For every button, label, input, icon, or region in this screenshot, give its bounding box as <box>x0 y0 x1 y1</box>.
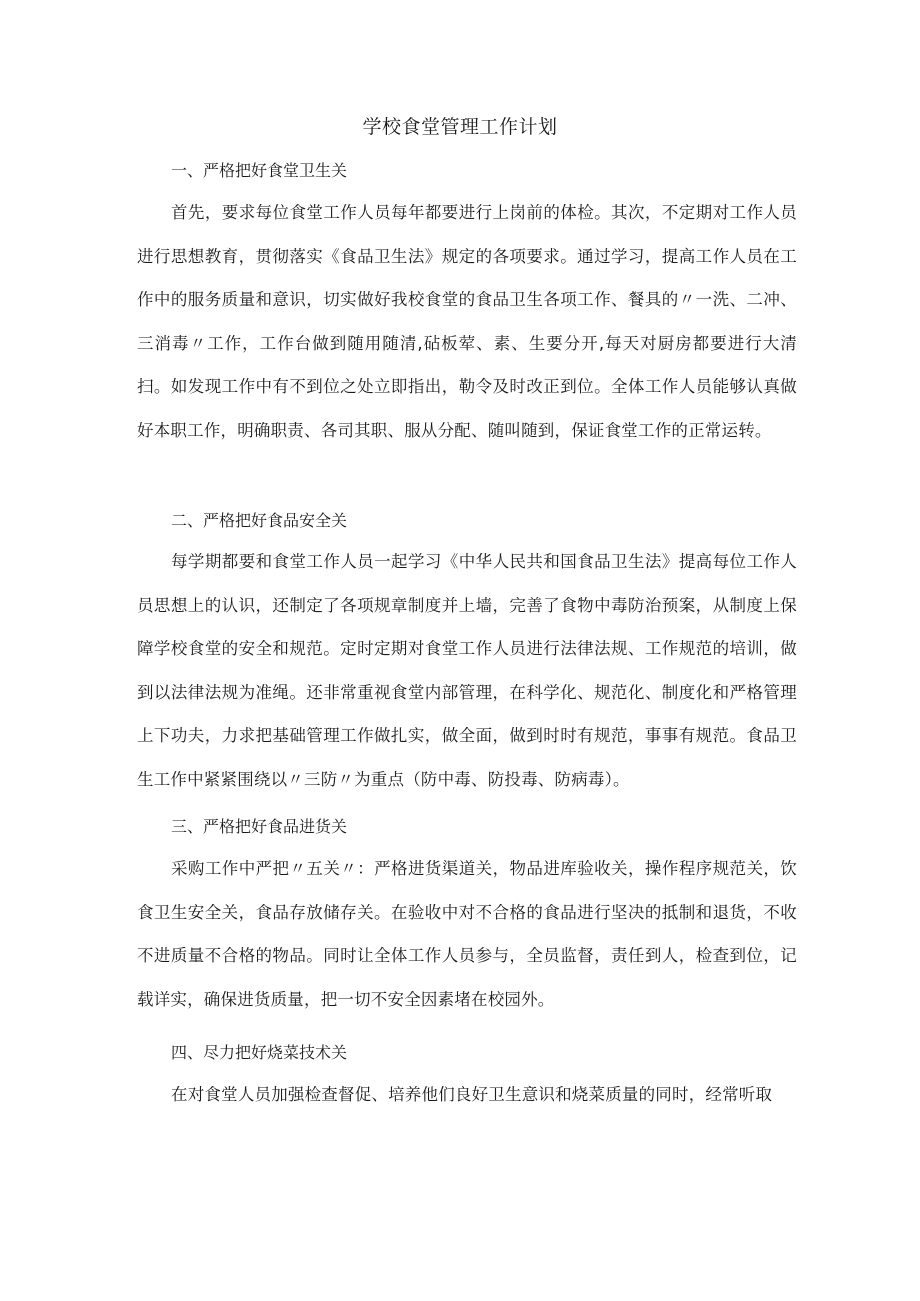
section-heading: 四、尽力把好烧菜技术关 <box>171 1043 348 1062</box>
section-heading: 二、严格把好食品安全关 <box>171 511 348 530</box>
section-heading: 三、严格把好食品进货关 <box>171 817 348 836</box>
section-paragraph: 首先，要求每位食堂工作人员每年都要进行上岗前的体检。其次，不定期对工作人员进行思想教育，贯彻落实《食品卫生法》规定的各项要求。通过学习，提高工作人员在工作中的服务质量和意识，切实做好我校食堂的食品卫生各项工作、餐具的〃一洗、二冲、三消毒〃工作，工作台做到随用随清,砧板荤、素、生要分开,每天对厨房都要进行大清扫。如发现工作中有不到位之处立即指出，勒令及时改正到位。全体工作人员能够认真做好本职工作，明确职责、各司其职、服从分配、随叫随到，保证食堂工作的正常运转。 <box>137 203 797 440</box>
section-paragraph: 在对食堂人员加强检查督促、培养他们良好卫生意识和烧菜质量的同时，经常听取 <box>171 1085 773 1104</box>
section-paragraph: 每学期都要和食堂工作人员一起学习《中华人民共和国食品卫生法》提高每位工作人员思想上的认识，还制定了各项规章制度并上墙，完善了食物中毒防治预案，从制度上保障学校食堂的安全和规范。定时定期对食堂工作人员进行法律法规、工作规范的培训，做到以法律法规为准绳。还非常重视食堂内部管理，在科学化、规范化、制度化和严格管理上下功夫，力求把基础管理工作做扎实，做全面，做到时时有规范，事事有规范。食品卫生工作中紧紧围绕以〃三防〃为重点（防中毒、防投毒、防病毒）。 <box>137 552 797 789</box>
document-title: 学校食堂管理工作计划 <box>362 116 558 138</box>
section-paragraph: 采购工作中严把〃五关〃：严格进货渠道关，物品进库验收关，操作程序规范关，饮食卫生安全关，食品存放储存关。在验收中对不合格的食品进行坚决的抵制和退货，不收不进质量不合格的物品。同时让全体工作人员参与，全员监督，责任到人，检查到位，记载详实，确保进货质量，把一切不安全因素堵在校园外。 <box>137 859 797 1009</box>
section-heading: 一、严格把好食堂卫生关 <box>171 161 348 180</box>
